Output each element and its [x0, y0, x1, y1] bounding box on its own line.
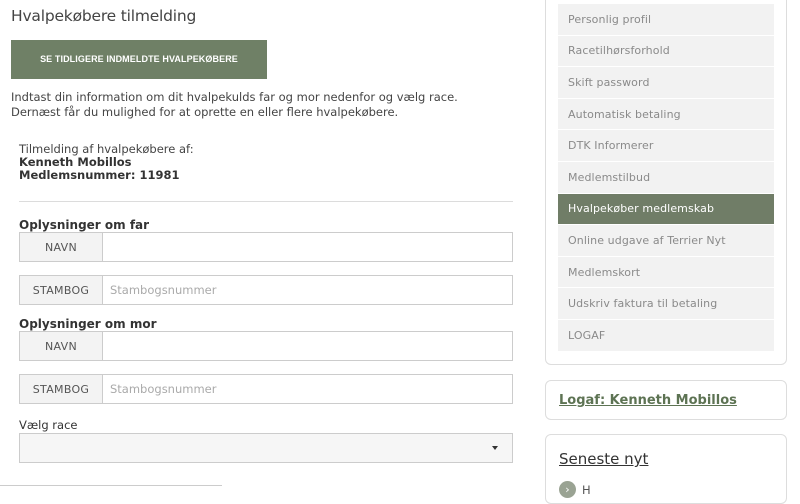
sidebar-item-medlemskort[interactable]: Medlemskort: [558, 257, 774, 289]
father-name-addon: NAVN: [20, 233, 103, 261]
divider: [19, 201, 513, 202]
sidebar-menu: [545, 0, 787, 365]
mother-name-addon: NAVN: [20, 332, 103, 360]
father-stambog-group: [19, 275, 513, 305]
intro-line-1: Indtast din information om dit hvalpekulds far og mor nedenfor og vælg race.: [11, 90, 458, 104]
news-box: [545, 434, 787, 504]
sidebar-item-terrier-nyt[interactable]: Online udgave af Terrier Nyt: [558, 225, 774, 257]
sidebar-item-racetilhorsforhold[interactable]: Racetilhørsforhold: [558, 36, 774, 68]
sidebar-list: [558, 4, 774, 352]
intro-line-2: Dernæst får du mulighed for at oprette en eller flere hvalpekøbere.: [11, 105, 399, 119]
sidebar-item-udskriv-faktura[interactable]: Udskriv faktura til betaling: [558, 288, 774, 320]
registration-heading: Tilmelding af hvalpekøbere af:: [19, 142, 194, 156]
mother-name-group: [19, 331, 513, 361]
sidebar-item-skift-password[interactable]: Skift password: [558, 67, 774, 99]
footer-edge: [0, 485, 222, 488]
sidebar-item-logaf[interactable]: LOGAF: [558, 320, 774, 352]
mother-name-input[interactable]: [103, 332, 512, 360]
father-name-input[interactable]: [103, 233, 512, 261]
sidebar-item-dtk-informerer[interactable]: DTK Informerer: [558, 130, 774, 162]
page-title: Hvalpekøbere tilmelding: [11, 7, 197, 25]
father-name-group: [19, 232, 513, 262]
sidebar-item-hvalpekober-medlemskab[interactable]: Hvalpekøber medlemskab: [558, 194, 774, 226]
sidebar-item-medlemstilbud[interactable]: Medlemstilbud: [558, 162, 774, 194]
news-title: Seneste nyt: [559, 450, 649, 468]
race-select[interactable]: [19, 433, 513, 463]
logout-link[interactable]: Logaf: Kenneth Mobillos: [559, 393, 737, 408]
father-stambog-addon: STAMBOG: [20, 276, 103, 304]
news-item-text: H: [582, 482, 591, 497]
intro-text: [11, 90, 458, 120]
news-item[interactable]: [559, 481, 591, 498]
father-stambog-input[interactable]: [103, 276, 512, 304]
member-number: Medlemsnummer: 11981: [19, 168, 180, 182]
member-name: Kenneth Mobillos: [19, 155, 132, 169]
sidebar-item-personlig-profil[interactable]: Personlig profil: [558, 4, 774, 36]
race-label: Vælg race: [19, 418, 78, 432]
father-section-label: Oplysninger om far: [19, 218, 150, 232]
registration-info: [19, 143, 194, 182]
mother-stambog-addon: STAMBOG: [20, 375, 103, 403]
mother-stambog-input[interactable]: [103, 375, 512, 403]
mother-stambog-group: [19, 374, 513, 404]
chevron-down-icon: [492, 446, 498, 450]
previous-puppy-buyers-button[interactable]: SE TIDLIGERE INDMELDTE HVALPEKØBERE: [11, 40, 267, 79]
mother-section-label: Oplysninger om mor: [19, 317, 157, 331]
logout-box: [545, 380, 787, 420]
sidebar-item-automatisk-betaling[interactable]: Automatisk betaling: [558, 99, 774, 131]
news-icon: ›: [559, 481, 576, 498]
